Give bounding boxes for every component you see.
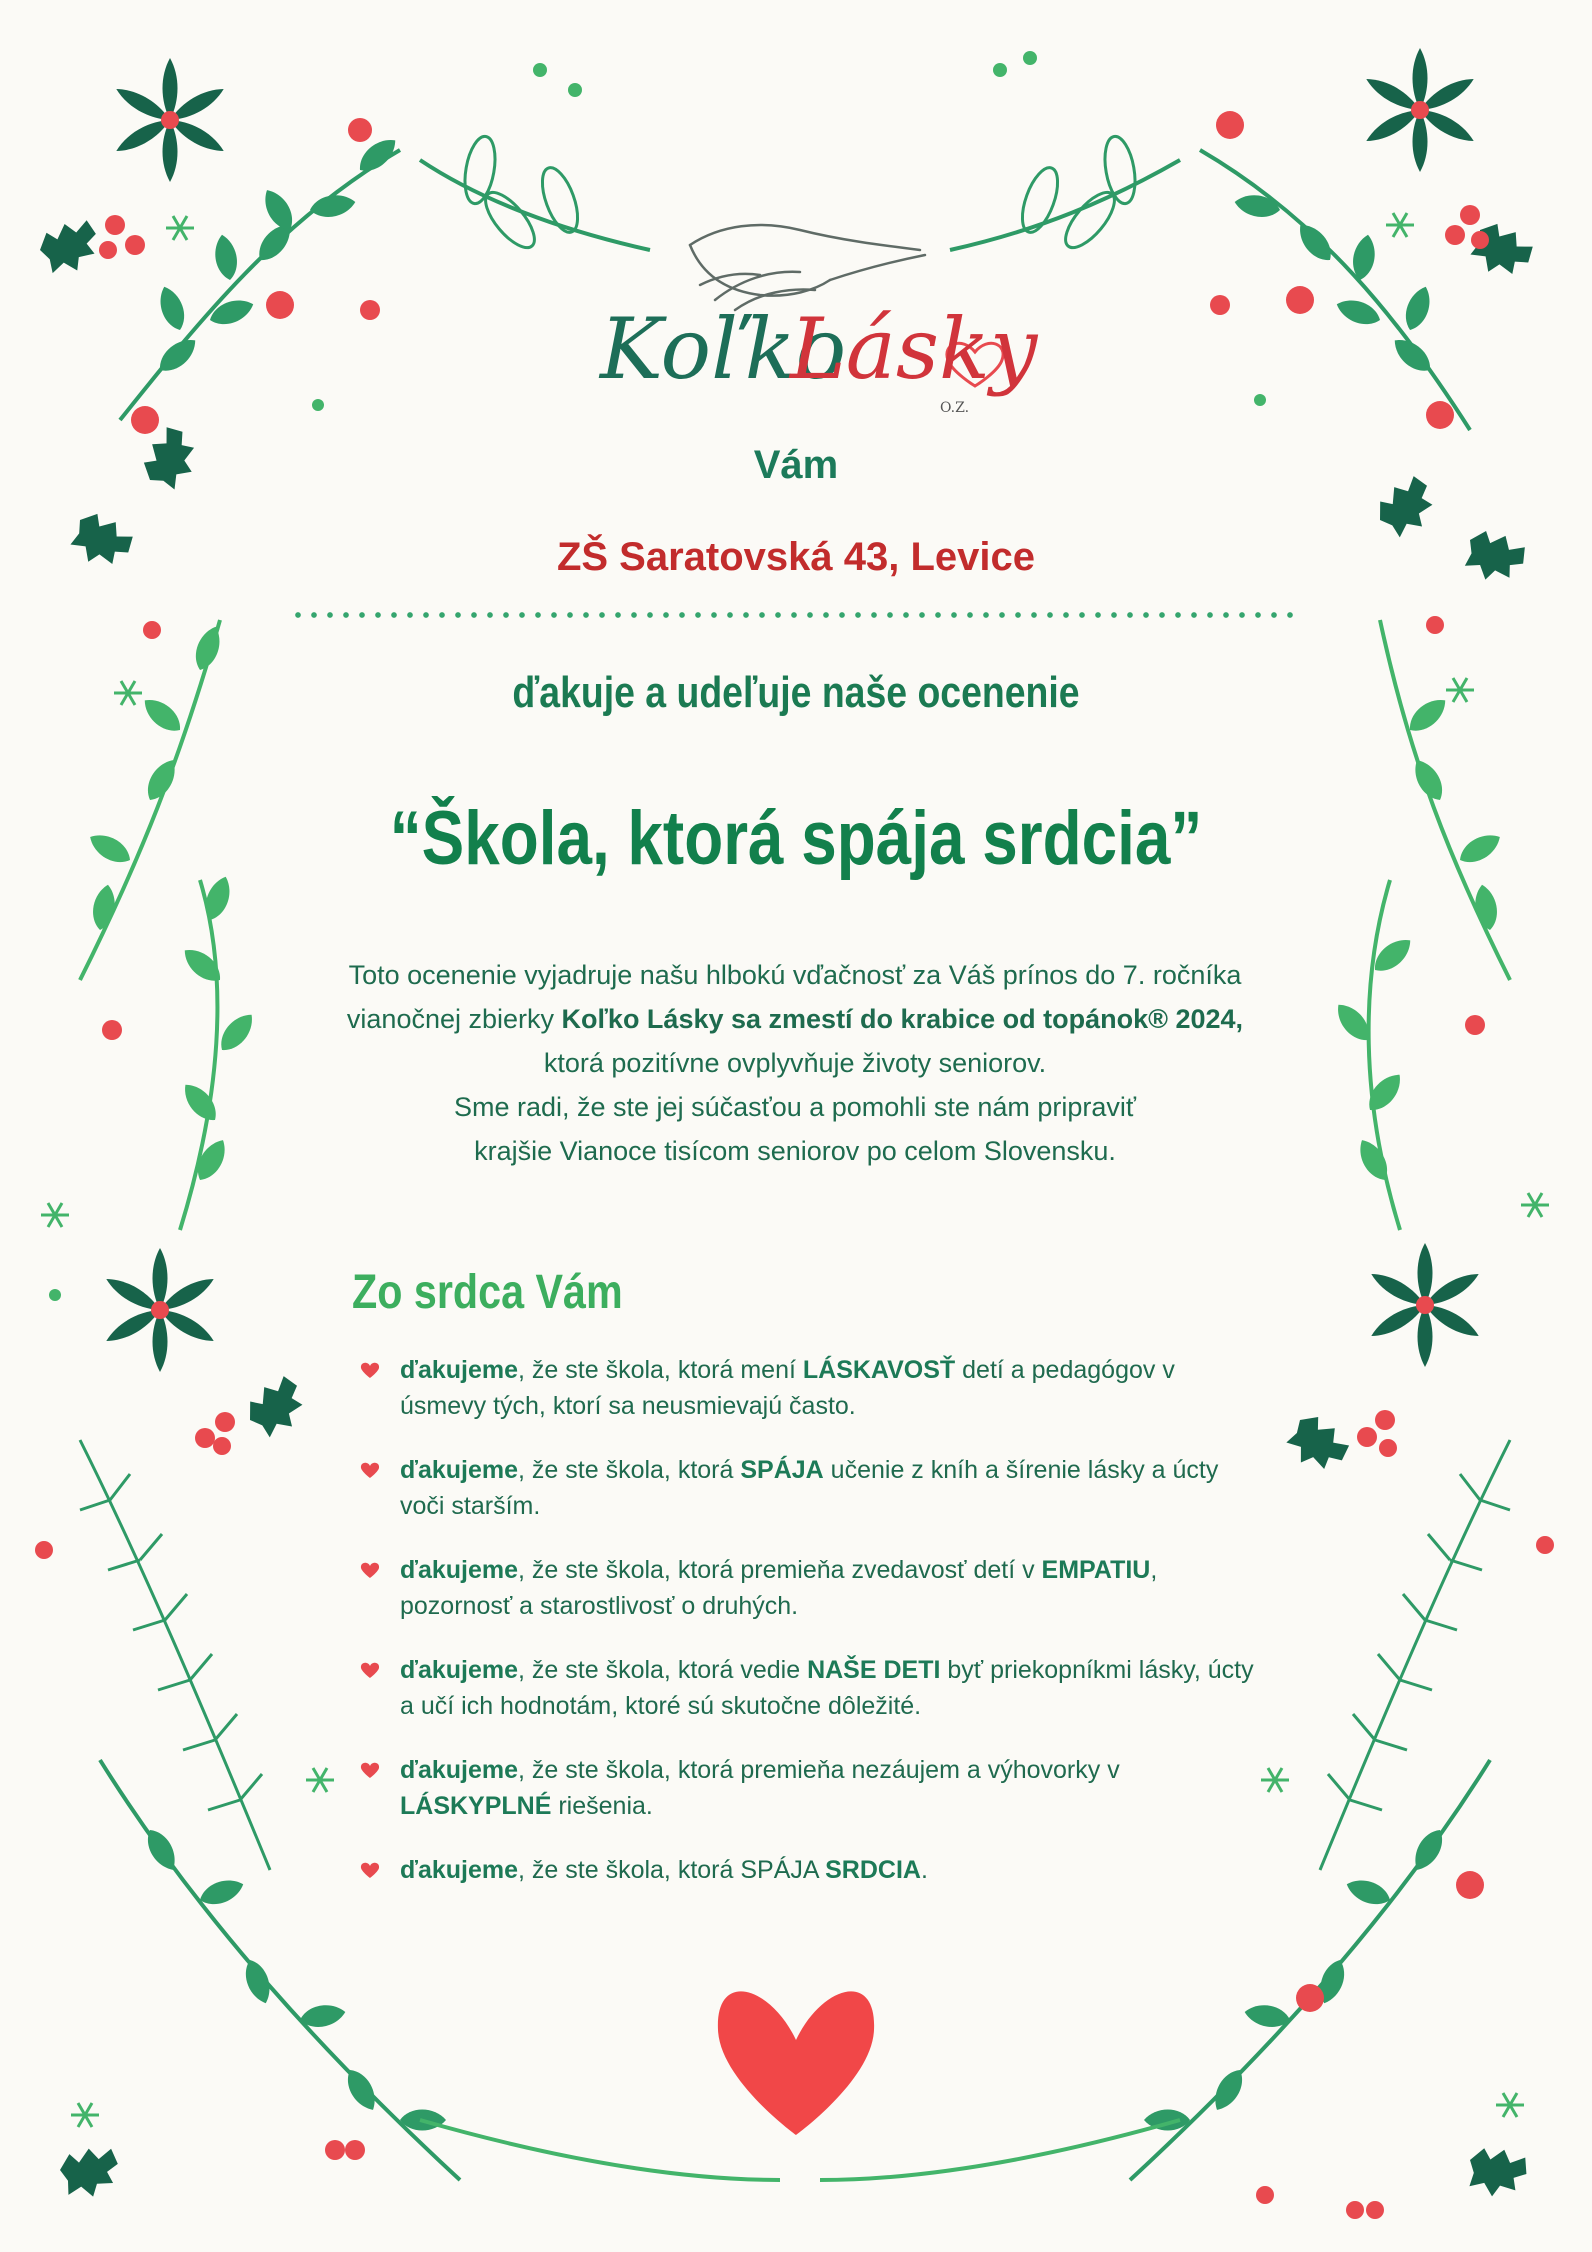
heart-bullet-icon <box>360 1361 380 1379</box>
item-text: byť priekopníkmi lásky, úcty a učí ich hodnotám, ktoré sú skutočne dôležité. <box>400 1656 1254 1720</box>
item-text: riešenia. <box>551 1792 653 1820</box>
item-emphasis: LÁSKYPLNÉ <box>400 1792 552 1820</box>
item-lead: ďakujeme <box>400 1556 519 1584</box>
list-item <box>360 1552 1260 1624</box>
heart-bullet-icon <box>360 1461 380 1479</box>
description-line: Sme radi, že ste jej súčasťou a pomohli ste nám pripraviť <box>453 1092 1137 1122</box>
heart-icon-large <box>718 1991 874 2135</box>
item-lead: ďakujeme <box>400 1456 519 1484</box>
description-line: ktorá pozitívne ovplyvňuje životy seniorov. <box>543 1048 1047 1078</box>
campaign-name: Koľko Lásky sa zmestí do krabice od topánok® 2024, <box>561 1004 1244 1034</box>
heart-bullet-icon <box>360 1761 380 1779</box>
item-text: , že ste škola, ktorá premieňa nezáujem a výhovorky v <box>518 1756 1120 1784</box>
heart-bullet-icon <box>360 1861 380 1879</box>
item-lead: ďakujeme <box>400 1356 519 1384</box>
list-item <box>360 1652 1260 1724</box>
item-emphasis: SRDCIA <box>825 1856 921 1884</box>
description-line: krajšie Vianoce tisícom seniorov po celom Slovensku. <box>474 1136 1116 1166</box>
logo-word-1: Koľko <box>600 300 847 398</box>
item-emphasis: LÁSKAVOSŤ <box>802 1356 956 1384</box>
heart-bullet-icon <box>360 1561 380 1579</box>
greeting: Vám <box>753 443 839 487</box>
item-lead: ďakujeme <box>400 1856 519 1884</box>
logo-suffix: O.Z. <box>940 400 970 416</box>
hands-illustration <box>690 225 925 310</box>
item-text: . <box>920 1856 928 1884</box>
item-emphasis: NAŠE DETI <box>807 1656 941 1684</box>
item-text: detí a pedagógov v úsmevy tých, ktorí sa neusmievajú často. <box>400 1356 1175 1420</box>
award-title: “Škola, ktorá spája srdcia” <box>389 796 1203 881</box>
item-text: , že ste škola, ktorá <box>518 1456 741 1484</box>
item-text: , že ste škola, ktorá SPÁJA <box>518 1856 826 1884</box>
list-item <box>360 1752 1260 1824</box>
holly-icon <box>35 215 106 280</box>
thanks-list <box>360 1352 1260 1916</box>
section-title: Zo srdca Vám <box>352 1266 623 1319</box>
intro-text: ďakuje a udeľuje naše ocenenie <box>512 668 1080 717</box>
description-line: Toto ocenenie vyjadruje našu hlbokú vďačnosť za Váš prínos do 7. ročníka <box>348 960 1242 990</box>
organization-logo <box>600 300 1038 420</box>
list-item <box>360 1352 1260 1424</box>
logo-word-2: Lásky <box>790 300 1038 398</box>
item-lead: ďakujeme <box>400 1756 519 1784</box>
item-text: učenie z kníh a šírenie lásky a úcty voči starším. <box>400 1456 1219 1520</box>
dotted-divider <box>290 612 1300 618</box>
heart-bullet-icon <box>360 1661 380 1679</box>
item-lead: ďakujeme <box>400 1656 519 1684</box>
description-text: vianočnej zbierky <box>346 1004 562 1034</box>
item-text: , že ste škola, ktorá mení <box>518 1356 803 1384</box>
item-text: , že ste škola, ktorá vedie <box>518 1656 808 1684</box>
recipient-name: ZŠ Saratovská 43, Levice <box>556 535 1036 579</box>
item-text: , pozornosť a starostlivosť o druhých. <box>400 1556 1158 1620</box>
list-item <box>360 1452 1260 1524</box>
list-item <box>360 1852 1260 1888</box>
item-emphasis: SPÁJA <box>740 1456 824 1484</box>
item-emphasis: EMPATIU <box>1041 1556 1151 1584</box>
description-line <box>300 997 1290 1041</box>
award-description <box>300 953 1290 1173</box>
item-text: , že ste škola, ktorá premieňa zvedavosť detí v <box>518 1556 1042 1584</box>
